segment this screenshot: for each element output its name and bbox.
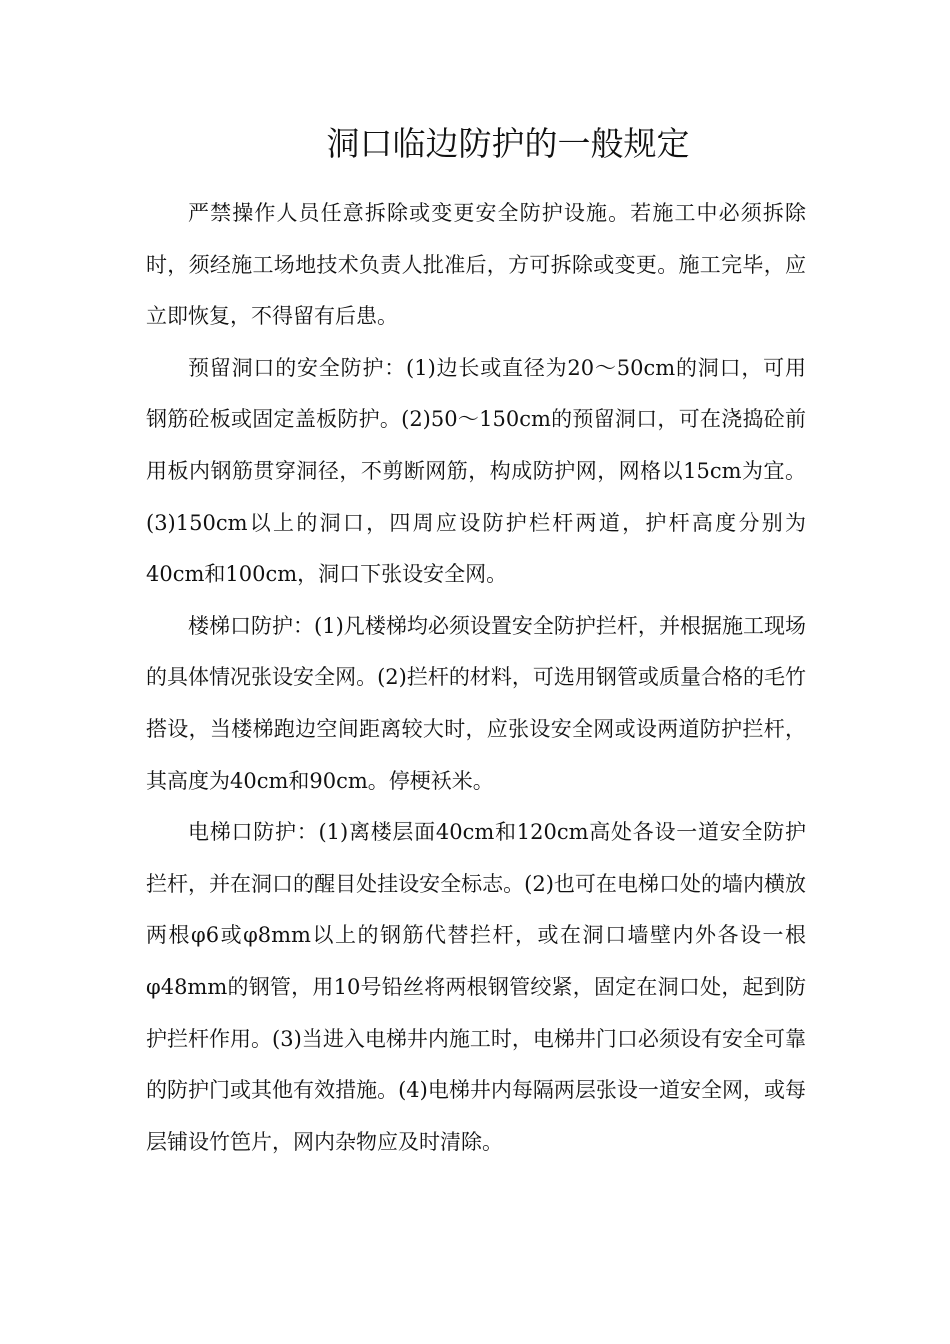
paragraph-general-rule: 严禁操作人员任意拆除或变更安全防护设施。若施工中必须拆除时，须经施工场地技术负责人批准后，方可拆除或变更。施工完毕，应立即恢复，不得留有后患。: [146, 201, 806, 329]
paragraph-reserved-openings: 预留洞口的安全防护：(1)边长或直径为20～50cm的洞口，可用钢筋砼板或固定盖板防护。(2)50～150cm的预留洞口，可在浇捣砼前用板内钢筋贯穿洞径，不剪断网筋，构成防护网，网格以15cm为宜。(3)150cm以上的洞口，四周应设防护栏杆两道，护杆高度分别为40cm和100cm，洞口下张设安全网。: [146, 355, 806, 587]
document-body: [146, 188, 806, 1168]
document-title: 洞口临边防护的一般规定: [326, 124, 690, 163]
paragraph-elevator-protection: 电梯口防护：(1)离楼层面40cm和120cm高处各设一道安全防护拦杆，并在洞口的醒目处挂设安全标志。(2)也可在电梯口处的墙内横放两根φ6或φ8mm以上的钢筋代替拦杆，或在洞口墙壁内外各设一根φ48mm的钢管，用10号铅丝将两根钢管绞紧，固定在洞口处，起到防护拦杆作用。(3)当进入电梯井内施工时，电梯井门口必须设有安全可靠的防护门或其他有效措施。(4)电梯井内每隔两层张设一道安全网，或每层铺设竹笆片，网内杂物应及时清除。: [146, 820, 806, 1154]
paragraph-stairwell-protection: 楼梯口防护：(1)凡楼梯均必须设置安全防护拦杆，并根据施工现场的具体情况张设安全网。(2)拦杆的材料，可选用钢管或质量合格的毛竹搭设，当楼梯跑边空间距离较大时，应张设安全网或设两道防护拦杆，其高度为40cm和90cm。停梗袄米。: [146, 613, 806, 793]
